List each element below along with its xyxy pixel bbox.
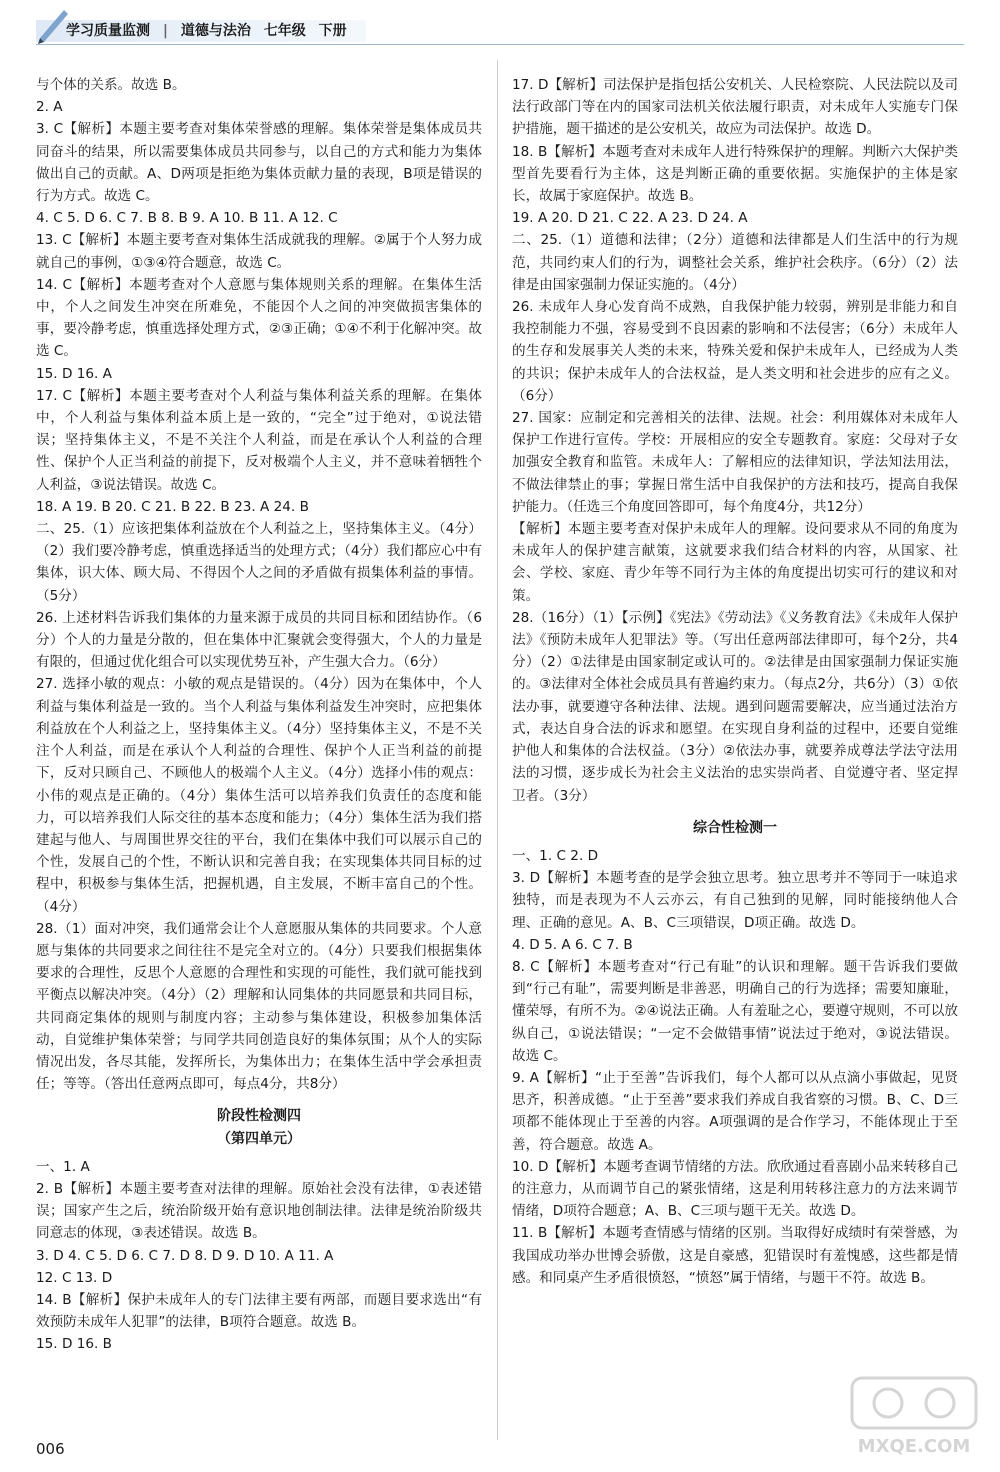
answer-paragraph: 3. D 4. C 5. D 6. C 7. D 8. D 9. D 10. A 11. A	[36, 1247, 334, 1264]
answer-paragraph: 一、1. A	[36, 1158, 90, 1175]
answer-paragraph: 15. D 16. B	[36, 1336, 112, 1353]
answer-paragraph: 27. 国家：应制定和完善相关的法律、法规。社会：利用媒体对未成年人保护工作进行宣传。学校：开展相应的安全专题教育。家庭：父母对子女加强安全教育和监管。未成年人：了解相应的法律知识，学法知法用法，不做法律禁止的事；掌握日常生活中自我保护的方法和技巧，提高自我保护能力。（任选三个角度回答即可，每个角度4分，共12分）	[512, 410, 958, 515]
left-column	[36, 74, 482, 1356]
answer-paragraph: 26. 上述材料告诉我们集体的力量来源于成员的共同目标和团结协作。（6分）个人的力量是分散的，但在集体中汇聚就会变得强大，个人的力量是有限的，但通过优化组合可以实现优势互补，产生强大合力。（6分）	[36, 609, 482, 671]
volume-label: 下册	[318, 23, 347, 39]
page-number: 006	[36, 1440, 65, 1458]
answer-paragraph: 27. 选择小敏的观点：小敏的观点是错误的。（4分）因为在集体中，个人利益与集体利益是一致的。当个人利益与集体利益发生冲突时，应把集体利益放在个人利益之上，坚持集体主义。（4分）坚持集体主义，不是不关注个人利益，而是在承认个人利益的合理性、保护个人正当利益的前提下，反对只顾自己、不顾他人的极端个人主义。（4分）选择小伟的观点：小伟的观点是正确的。（4分）集体生活可以培养我们负责任的态度和能力，可以培养我们人际交往的基本态度和能力；（4分）集体生活为我们搭建起与他人、与周围世界交往的平台，我们在集体中我们可以展示自己的个性，发展自己的个性，不断认识和完善自我；在实现集体共同目标的过程中，积极参与集体生活，把握机遇，自主发展，不断丰富自己的个性。（4分）	[36, 676, 482, 915]
answer-paragraph: 3. C【解析】本题主要考查对集体荣誉感的理解。集体荣誉是集体成员共同奋斗的结果，所以需要集体成员共同参与，以自己的方式和能力为集体做出自己的贡献。A、D两项是拒绝为集体贡献力量的表现，B项是错误的行为方式。故选 C。	[36, 121, 482, 205]
series-title: 学习质量监测	[66, 23, 150, 39]
section-title	[36, 1105, 482, 1149]
answer-paragraph: 11. B【解析】本题考查情感与情绪的区别。当取得好成绩时有荣誉感，为我国成功举办世博会骄傲，这是自豪感，犯错误时有羞愧感，这些都是情感。和同桌产生矛盾很愤怒，“愤怒”属于情绪，与题干不符。故选 B。	[512, 1225, 958, 1286]
answer-paragraph: 9. A【解析】“止于至善”告诉我们，每个人都可以从点滴小事做起，见贤思齐，积善成德。“止于至善”要求我们养成自我省察的习惯。B、C、D三项都不能体现止于至善的内容。A项强调的是合作学习，不能体现止于至善，符合题意。故选 A。	[512, 1069, 958, 1153]
answer-paragraph: 26. 未成年人身心发育尚不成熟，自我保护能力较弱，辨别是非能力和自我控制能力不强，容易受到不良因素的影响和不法侵害；（6分）未成年人的生存和发展事关人类的未来，特殊关爱和保护未成年人，已经成为人类的共识；保护未成年人的合法权益，是人类文明和社会进步的应有之义。（6分）	[512, 299, 958, 404]
answer-paragraph: 2. B【解析】本题主要考查对法律的理解。原始社会没有法律，①表述错误；国家产生之后，统治阶级开始有意识地创制法律。法律是统治阶级共同意志的体现，③表述错误。故选 B。	[36, 1180, 482, 1242]
answer-paragraph: 17. C【解析】本题主要考查对个人利益与集体利益关系的理解。在集体中，个人利益与集体利益本质上是一致的，“完全”过于绝对，①说法错误；坚持集体主义，不是不关注个人利益，而是在承认个人利益的合理性、保护个人正当利益的前提下，反对极端个人主义，并不意味着牺牲个人利益，③说法错误。故选 C。	[36, 387, 482, 493]
header-text	[66, 20, 355, 40]
answer-paragraph: 17. D【解析】司法保护是指包括公安机关、人民检察院、人民法院以及司法行政部门等在内的国家司法机关依法履行职责，对未成年人实施专门保护措施，题干描述的是公安机关，故应为司法保护。故选 D。	[512, 77, 958, 138]
answer-paragraph: 19. A 20. D 21. C 22. A 23. D 24. A	[512, 210, 748, 227]
answer-paragraph: 4. C 5. D 6. C 7. B 8. B 9. A 10. B 11. A 12. C	[36, 210, 338, 227]
answer-paragraph: 10. D【解析】本题考查调节情绪的方法。欣欣通过看喜剧小品来转移自己的注意力，从而调节自己的紧张情绪，这是利用转移注意力的方法来调节情绪，D项符合题意；A、B、C三项与题干无关。故选 D。	[512, 1158, 958, 1220]
answer-paragraph: 二、25.（1）道德和法律；（2分）道德和法律都是人们生活中的行为规范，共同约束人们的行为，调整社会关系，维护社会秩序。（6分）（2）法律是由国家强制力保证实施的。（4分）	[512, 232, 958, 293]
answer-paragraph: 【解析】本题主要考查对保护未成年人的理解。设问要求从不同的角度为未成年人的保护建言献策，这就要求我们结合材料的内容，从国家、社会、学校、家庭、青少年等不同行为主体的角度提出切实可行的建议和对策。	[512, 521, 958, 604]
answer-paragraph: 8. C【解析】本题考查对“行己有耻”的认识和理解。题干告诉我们要做到“行己有耻”，需要判断是非善恶，明确自己的行为选择；需要知廉耻，懂荣辱，有所不为。②④说法正确。人有羞耻之心，要遵守规则，不可以放纵自己，①说法错误；“一定不会做错事情”说法过于绝对，③说法错误。故选 C。	[512, 958, 958, 1064]
right-column	[512, 74, 958, 1289]
page-header	[0, 0, 1000, 44]
answer-paragraph: 与个体的关系。故选 B。	[36, 77, 186, 93]
answer-paragraph: 14. C【解析】本题考查对个人意愿与集体规则关系的理解。在集体生活中，个人之间发生冲突在所难免，不能因个人之间的冲突做损害集体的事，要冷静考虑，慎重选择处理方式，②③正确；①④不利于化解冲突。故选 C。	[36, 276, 482, 360]
answer-paragraph: 18. A 19. B 20. C 21. B 22. B 23. A 24. B	[36, 498, 309, 515]
answer-paragraph: 28.（1）面对冲突，我们通常会让个人意愿服从集体的共同要求。个人意愿与集体的共同要求之间往往不是完全对立的。（4分）只要我们根据集体要求的合理性，反思个人意愿的合理性和实现的可能性，我们就可能找到平衡点以解决冲突。（4分）（2）理解和认同集体的共同愿景和共同目标，共同商定集体的规则与制度内容；主动参与集体建设，积极参加集体活动，自觉维护集体荣誉；与同学共同创造良好的集体氛围；从个人的实际情况出发，各尽其能，发挥所长，为集体出力；在集体生活中学会承担责任；等等。（答出任意两点即可，每点4分，共8分）	[36, 920, 482, 1093]
answer-paragraph: 二、25.（1）应该把集体利益放在个人利益之上，坚持集体主义。（4分）（2）我们要冷静考虑，慎重选择适当的处理方式；（4分）我们都应心中有集体，识大体、顾大局、不得因个人之间的矛盾做有损集体利益的事情。（5分）	[36, 521, 482, 604]
column-divider	[497, 60, 498, 1440]
svg-text:MXQE.COM: MXQE.COM	[857, 1436, 971, 1457]
answer-paragraph: 13. C【解析】本题主要考查对集体生活成就我的理解。②属于个人努力成就自己的事例，①③④符合题意，故选 C。	[36, 232, 482, 271]
grade-label: 七年级	[263, 23, 306, 39]
answer-paragraph: 4. D 5. A 6. C 7. B	[512, 936, 633, 953]
watermark-logo	[848, 1372, 980, 1462]
section-title-sub: （第四单元）	[217, 1130, 301, 1147]
answer-paragraph: 14. B【解析】保护未成年人的专门法律主要有两部，而题目要求选出“有效预防未成年人犯罪”的法律，B项符合题意。故选 B。	[36, 1291, 482, 1331]
answer-paragraph: 18. B【解析】本题考查对未成年人进行特殊保护的理解。判断六大保护类型首先要看行为主体，这是判断正确的重要依据。实施保护的主体是家长，故属于家庭保护。故选 B。	[512, 143, 958, 205]
answer-paragraph: 3. D【解析】本题考查的是学会独立思考。独立思考并不等同于一味追求独特，而是表现为不人云亦云，有自己独到的见解，同时能接纳他人合理、正确的意见。A、B、C三项错误，D项正确。故选 D。	[512, 870, 958, 931]
subject-title: 道德与法治	[180, 23, 251, 39]
section-title-main: 综合性检测一	[693, 819, 777, 836]
answer-paragraph: 15. D 16. A	[36, 365, 112, 382]
answer-paragraph: 2. A	[36, 99, 63, 116]
section-title-main: 阶段性检测四	[217, 1108, 301, 1125]
section-title	[512, 817, 958, 839]
answer-paragraph: 一、1. C 2. D	[512, 847, 599, 864]
answer-paragraph: 12. C 13. D	[36, 1269, 113, 1286]
header-separator: |	[162, 23, 168, 39]
header-rule	[36, 44, 964, 45]
answer-paragraph: 28.（16分）（1）【示例】《宪法》《劳动法》《义务教育法》《未成年人保护法》《预防未成年人犯罪法》等。（写出任意两部法律即可，每个2分，共4分）（2）①法律是由国家制定或认可的。②法律是由国家强制力保证实施的。③法律对全体社会成员具有普遍约束力。（每点2分，共6分）（3）①依法办事，就要遵守各种法律、法规。遇到问题需要解决，应当通过法治方式，表达自身合法的诉求和愿望。在实现自身利益的过程中，还要自觉维护他人和集体的合法权益。（3分）②依法办事，就要养成尊法学法守法用法的习惯，逐步成长为社会主义法治的忠实崇尚者、自觉遵守者、坚定捍卫者。（3分）	[512, 609, 958, 804]
